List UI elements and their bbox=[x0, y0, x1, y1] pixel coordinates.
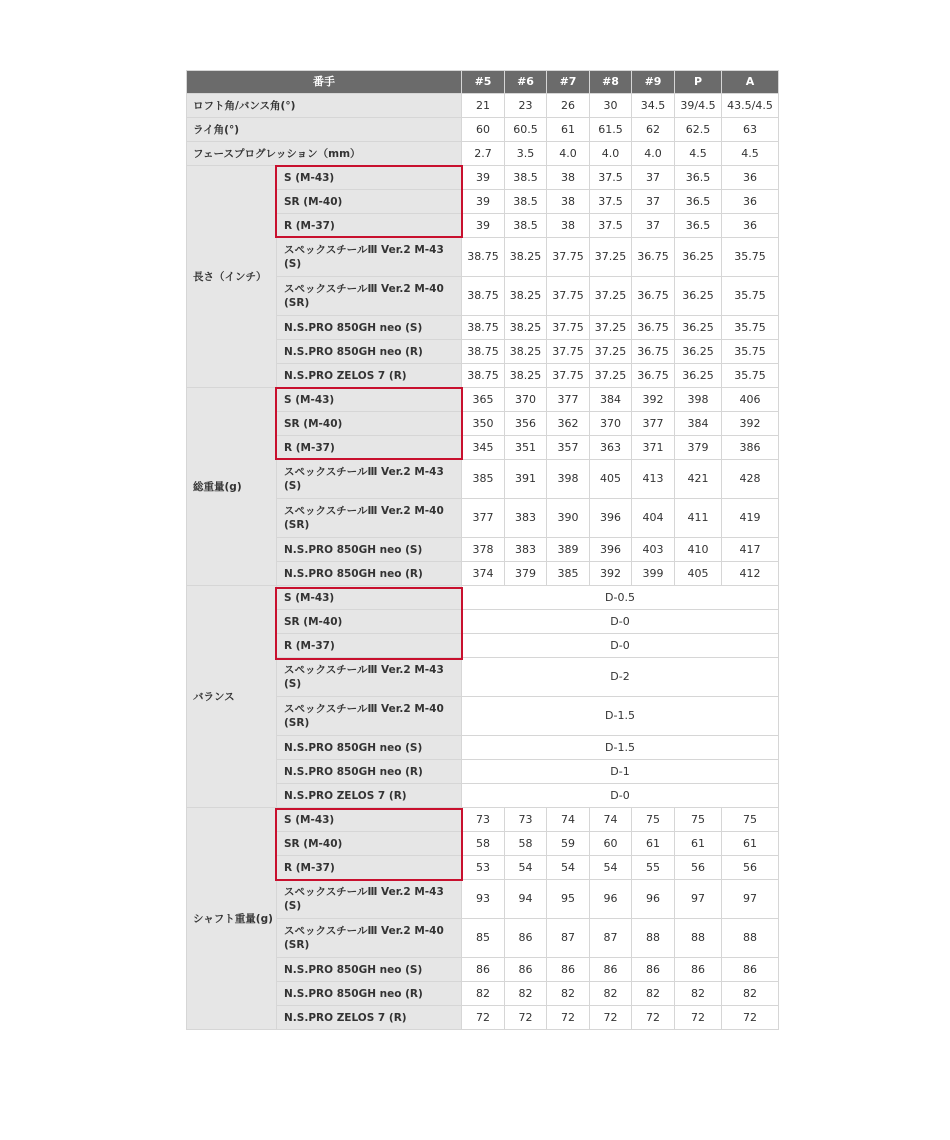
value-cell: 363 bbox=[590, 436, 632, 460]
value-cell: 403 bbox=[632, 538, 675, 562]
shaft-name: S (M-43) bbox=[277, 388, 462, 412]
value-cell: 58 bbox=[505, 832, 547, 856]
value-cell: 350 bbox=[462, 412, 505, 436]
value-cell: 405 bbox=[675, 562, 722, 586]
shaft-name: N.S.PRO ZELOS 7 (R) bbox=[277, 784, 462, 808]
value-cell: 30 bbox=[590, 94, 632, 118]
value-cell: 72 bbox=[505, 1006, 547, 1030]
shaft-name: スペックスチールⅢ Ver.2 M-43 (S) bbox=[277, 460, 462, 499]
value-cell: 370 bbox=[505, 388, 547, 412]
shaft-name: SR (M-40) bbox=[277, 190, 462, 214]
value-cell: 36.5 bbox=[675, 166, 722, 190]
value-cell: 38.75 bbox=[462, 238, 505, 277]
value-cell: 38.25 bbox=[505, 277, 547, 316]
value-cell: 85 bbox=[462, 919, 505, 958]
shaft-name: スペックスチールⅢ Ver.2 M-43 (S) bbox=[277, 238, 462, 277]
value-cell: 61.5 bbox=[590, 118, 632, 142]
shaft-name: N.S.PRO 850GH neo (S) bbox=[277, 736, 462, 760]
value-cell: 392 bbox=[632, 388, 675, 412]
value-cell: 36 bbox=[722, 166, 779, 190]
value-cell: 357 bbox=[547, 436, 590, 460]
value-cell: 421 bbox=[675, 460, 722, 499]
value-cell: 37.25 bbox=[590, 316, 632, 340]
value-cell: 37 bbox=[632, 190, 675, 214]
value-cell: 398 bbox=[547, 460, 590, 499]
value-cell: 72 bbox=[590, 1006, 632, 1030]
value-cell: 39 bbox=[462, 190, 505, 214]
value-cell: 36.75 bbox=[632, 238, 675, 277]
shaft-name: スペックスチールⅢ Ver.2 M-40 (SR) bbox=[277, 697, 462, 736]
value-cell: 88 bbox=[675, 919, 722, 958]
balance-value: D-2 bbox=[462, 658, 779, 697]
spec-row bbox=[187, 388, 779, 412]
group-label: バランス bbox=[187, 586, 277, 808]
value-cell: 37.5 bbox=[590, 190, 632, 214]
value-cell: 87 bbox=[590, 919, 632, 958]
header-col: #8 bbox=[590, 71, 632, 94]
value-cell: 60 bbox=[462, 118, 505, 142]
value-cell: 379 bbox=[675, 436, 722, 460]
value-cell: 35.75 bbox=[722, 238, 779, 277]
value-cell: 88 bbox=[632, 919, 675, 958]
value-cell: 82 bbox=[505, 982, 547, 1006]
value-cell: 417 bbox=[722, 538, 779, 562]
value-cell: 86 bbox=[675, 958, 722, 982]
value-cell: 82 bbox=[675, 982, 722, 1006]
value-cell: 371 bbox=[632, 436, 675, 460]
value-cell: 93 bbox=[462, 880, 505, 919]
value-cell: 405 bbox=[590, 460, 632, 499]
value-cell: 35.75 bbox=[722, 340, 779, 364]
value-cell: 72 bbox=[547, 1006, 590, 1030]
shaft-name: S (M-43) bbox=[277, 586, 462, 610]
value-cell: 365 bbox=[462, 388, 505, 412]
shaft-name: N.S.PRO ZELOS 7 (R) bbox=[277, 364, 462, 388]
value-cell: 54 bbox=[547, 856, 590, 880]
value-cell: 60 bbox=[590, 832, 632, 856]
value-cell: 38.75 bbox=[462, 364, 505, 388]
balance-value: D-1.5 bbox=[462, 736, 779, 760]
value-cell: 34.5 bbox=[632, 94, 675, 118]
value-cell: 36.25 bbox=[675, 238, 722, 277]
header-row bbox=[187, 71, 779, 94]
shaft-name: スペックスチールⅢ Ver.2 M-43 (S) bbox=[277, 658, 462, 697]
value-cell: 37.5 bbox=[590, 166, 632, 190]
value-cell: 356 bbox=[505, 412, 547, 436]
shaft-name: N.S.PRO 850GH neo (S) bbox=[277, 958, 462, 982]
shaft-name: R (M-37) bbox=[277, 634, 462, 658]
value-cell: 56 bbox=[722, 856, 779, 880]
value-cell: 37.75 bbox=[547, 364, 590, 388]
value-cell: 38 bbox=[547, 166, 590, 190]
spec-row bbox=[187, 94, 779, 118]
value-cell: 73 bbox=[505, 808, 547, 832]
value-cell: 39 bbox=[462, 214, 505, 238]
value-cell: 36.25 bbox=[675, 316, 722, 340]
value-cell: 345 bbox=[462, 436, 505, 460]
spec-row bbox=[187, 166, 779, 190]
value-cell: 36 bbox=[722, 214, 779, 238]
value-cell: 411 bbox=[675, 499, 722, 538]
shaft-name: S (M-43) bbox=[277, 166, 462, 190]
value-cell: 75 bbox=[632, 808, 675, 832]
value-cell: 72 bbox=[675, 1006, 722, 1030]
value-cell: 384 bbox=[590, 388, 632, 412]
row-label: ライ角(°) bbox=[187, 118, 462, 142]
value-cell: 37.25 bbox=[590, 340, 632, 364]
value-cell: 55 bbox=[632, 856, 675, 880]
value-cell: 36.5 bbox=[675, 214, 722, 238]
value-cell: 35.75 bbox=[722, 316, 779, 340]
value-cell: 53 bbox=[462, 856, 505, 880]
spec-row bbox=[187, 586, 779, 610]
value-cell: 391 bbox=[505, 460, 547, 499]
value-cell: 36.75 bbox=[632, 316, 675, 340]
value-cell: 419 bbox=[722, 499, 779, 538]
value-cell: 370 bbox=[590, 412, 632, 436]
value-cell: 36 bbox=[722, 190, 779, 214]
value-cell: 37.75 bbox=[547, 340, 590, 364]
value-cell: 35.75 bbox=[722, 277, 779, 316]
value-cell: 36.75 bbox=[632, 364, 675, 388]
spec-table-body bbox=[187, 94, 779, 1030]
value-cell: 37.25 bbox=[590, 364, 632, 388]
value-cell: 37.75 bbox=[547, 316, 590, 340]
value-cell: 86 bbox=[505, 958, 547, 982]
value-cell: 87 bbox=[547, 919, 590, 958]
value-cell: 37 bbox=[632, 214, 675, 238]
shaft-name: R (M-37) bbox=[277, 436, 462, 460]
value-cell: 82 bbox=[722, 982, 779, 1006]
value-cell: 4.5 bbox=[675, 142, 722, 166]
value-cell: 38.75 bbox=[462, 277, 505, 316]
value-cell: 96 bbox=[632, 880, 675, 919]
value-cell: 396 bbox=[590, 499, 632, 538]
group-label: 総重量(g) bbox=[187, 388, 277, 586]
value-cell: 62 bbox=[632, 118, 675, 142]
value-cell: 38 bbox=[547, 214, 590, 238]
value-cell: 2.7 bbox=[462, 142, 505, 166]
value-cell: 37.5 bbox=[590, 214, 632, 238]
value-cell: 36.25 bbox=[675, 340, 722, 364]
value-cell: 75 bbox=[675, 808, 722, 832]
shaft-name: R (M-37) bbox=[277, 856, 462, 880]
value-cell: 399 bbox=[632, 562, 675, 586]
value-cell: 4.0 bbox=[632, 142, 675, 166]
value-cell: 86 bbox=[462, 958, 505, 982]
value-cell: 38.5 bbox=[505, 166, 547, 190]
value-cell: 97 bbox=[722, 880, 779, 919]
header-col: #6 bbox=[505, 71, 547, 94]
spec-table bbox=[186, 70, 779, 1030]
value-cell: 383 bbox=[505, 538, 547, 562]
shaft-name: スペックスチールⅢ Ver.2 M-40 (SR) bbox=[277, 277, 462, 316]
value-cell: 377 bbox=[632, 412, 675, 436]
balance-value: D-1 bbox=[462, 760, 779, 784]
value-cell: 398 bbox=[675, 388, 722, 412]
value-cell: 82 bbox=[590, 982, 632, 1006]
header-col: #5 bbox=[462, 71, 505, 94]
value-cell: 3.5 bbox=[505, 142, 547, 166]
header-col: #7 bbox=[547, 71, 590, 94]
header-label: 番手 bbox=[187, 71, 462, 94]
shaft-name: N.S.PRO 850GH neo (R) bbox=[277, 760, 462, 784]
value-cell: 86 bbox=[505, 919, 547, 958]
value-cell: 379 bbox=[505, 562, 547, 586]
value-cell: 392 bbox=[722, 412, 779, 436]
value-cell: 428 bbox=[722, 460, 779, 499]
value-cell: 4.0 bbox=[547, 142, 590, 166]
value-cell: 97 bbox=[675, 880, 722, 919]
value-cell: 82 bbox=[547, 982, 590, 1006]
value-cell: 39 bbox=[462, 166, 505, 190]
value-cell: 385 bbox=[547, 562, 590, 586]
value-cell: 406 bbox=[722, 388, 779, 412]
shaft-name: SR (M-40) bbox=[277, 832, 462, 856]
value-cell: 384 bbox=[675, 412, 722, 436]
header-col: P bbox=[675, 71, 722, 94]
value-cell: 385 bbox=[462, 460, 505, 499]
value-cell: 38.75 bbox=[462, 340, 505, 364]
value-cell: 404 bbox=[632, 499, 675, 538]
value-cell: 63 bbox=[722, 118, 779, 142]
row-label: フェースプログレッション（mm） bbox=[187, 142, 462, 166]
value-cell: 61 bbox=[722, 832, 779, 856]
value-cell: 386 bbox=[722, 436, 779, 460]
value-cell: 36.75 bbox=[632, 340, 675, 364]
value-cell: 60.5 bbox=[505, 118, 547, 142]
header-col: #9 bbox=[632, 71, 675, 94]
value-cell: 38.25 bbox=[505, 364, 547, 388]
shaft-name: S (M-43) bbox=[277, 808, 462, 832]
balance-value: D-0 bbox=[462, 610, 779, 634]
value-cell: 95 bbox=[547, 880, 590, 919]
value-cell: 72 bbox=[462, 1006, 505, 1030]
value-cell: 38 bbox=[547, 190, 590, 214]
value-cell: 390 bbox=[547, 499, 590, 538]
shaft-name: N.S.PRO 850GH neo (R) bbox=[277, 562, 462, 586]
shaft-name: R (M-37) bbox=[277, 214, 462, 238]
value-cell: 62.5 bbox=[675, 118, 722, 142]
value-cell: 396 bbox=[590, 538, 632, 562]
shaft-name: N.S.PRO ZELOS 7 (R) bbox=[277, 1006, 462, 1030]
value-cell: 36.5 bbox=[675, 190, 722, 214]
value-cell: 86 bbox=[590, 958, 632, 982]
group-label: 長さ（インチ） bbox=[187, 166, 277, 388]
shaft-name: SR (M-40) bbox=[277, 412, 462, 436]
value-cell: 37.25 bbox=[590, 238, 632, 277]
value-cell: 38.25 bbox=[505, 340, 547, 364]
balance-value: D-1.5 bbox=[462, 697, 779, 736]
value-cell: 26 bbox=[547, 94, 590, 118]
value-cell: 392 bbox=[590, 562, 632, 586]
value-cell: 72 bbox=[722, 1006, 779, 1030]
value-cell: 88 bbox=[722, 919, 779, 958]
value-cell: 21 bbox=[462, 94, 505, 118]
value-cell: 4.5 bbox=[722, 142, 779, 166]
value-cell: 58 bbox=[462, 832, 505, 856]
value-cell: 56 bbox=[675, 856, 722, 880]
shaft-name: N.S.PRO 850GH neo (S) bbox=[277, 538, 462, 562]
spec-table-container bbox=[186, 70, 778, 1030]
value-cell: 37.75 bbox=[547, 238, 590, 277]
value-cell: 82 bbox=[462, 982, 505, 1006]
value-cell: 38.25 bbox=[505, 238, 547, 277]
row-label: ロフト角/バンス角(°) bbox=[187, 94, 462, 118]
value-cell: 383 bbox=[505, 499, 547, 538]
shaft-name: N.S.PRO 850GH neo (S) bbox=[277, 316, 462, 340]
value-cell: 75 bbox=[722, 808, 779, 832]
value-cell: 4.0 bbox=[590, 142, 632, 166]
value-cell: 37 bbox=[632, 166, 675, 190]
value-cell: 377 bbox=[547, 388, 590, 412]
value-cell: 86 bbox=[547, 958, 590, 982]
spec-row bbox=[187, 142, 779, 166]
header-col: A bbox=[722, 71, 779, 94]
value-cell: 96 bbox=[590, 880, 632, 919]
value-cell: 38.5 bbox=[505, 214, 547, 238]
shaft-name: N.S.PRO 850GH neo (R) bbox=[277, 340, 462, 364]
spec-row bbox=[187, 118, 779, 142]
value-cell: 54 bbox=[590, 856, 632, 880]
shaft-name: SR (M-40) bbox=[277, 610, 462, 634]
value-cell: 389 bbox=[547, 538, 590, 562]
value-cell: 410 bbox=[675, 538, 722, 562]
value-cell: 59 bbox=[547, 832, 590, 856]
value-cell: 82 bbox=[632, 982, 675, 1006]
shaft-name: スペックスチールⅢ Ver.2 M-40 (SR) bbox=[277, 499, 462, 538]
value-cell: 72 bbox=[632, 1006, 675, 1030]
spec-row bbox=[187, 808, 779, 832]
value-cell: 54 bbox=[505, 856, 547, 880]
shaft-name: N.S.PRO 850GH neo (R) bbox=[277, 982, 462, 1006]
value-cell: 73 bbox=[462, 808, 505, 832]
value-cell: 36.25 bbox=[675, 277, 722, 316]
value-cell: 378 bbox=[462, 538, 505, 562]
value-cell: 36.25 bbox=[675, 364, 722, 388]
value-cell: 351 bbox=[505, 436, 547, 460]
shaft-name: スペックスチールⅢ Ver.2 M-40 (SR) bbox=[277, 919, 462, 958]
value-cell: 38.5 bbox=[505, 190, 547, 214]
shaft-name: スペックスチールⅢ Ver.2 M-43 (S) bbox=[277, 880, 462, 919]
balance-value: D-0.5 bbox=[462, 586, 779, 610]
value-cell: 38.25 bbox=[505, 316, 547, 340]
value-cell: 61 bbox=[547, 118, 590, 142]
value-cell: 374 bbox=[462, 562, 505, 586]
value-cell: 61 bbox=[632, 832, 675, 856]
value-cell: 86 bbox=[632, 958, 675, 982]
value-cell: 37.75 bbox=[547, 277, 590, 316]
value-cell: 39/4.5 bbox=[675, 94, 722, 118]
value-cell: 61 bbox=[675, 832, 722, 856]
balance-value: D-0 bbox=[462, 634, 779, 658]
value-cell: 37.25 bbox=[590, 277, 632, 316]
value-cell: 377 bbox=[462, 499, 505, 538]
value-cell: 94 bbox=[505, 880, 547, 919]
value-cell: 74 bbox=[547, 808, 590, 832]
value-cell: 43.5/4.5 bbox=[722, 94, 779, 118]
value-cell: 362 bbox=[547, 412, 590, 436]
value-cell: 86 bbox=[722, 958, 779, 982]
group-label: シャフト重量(g) bbox=[187, 808, 277, 1030]
balance-value: D-0 bbox=[462, 784, 779, 808]
value-cell: 74 bbox=[590, 808, 632, 832]
value-cell: 38.75 bbox=[462, 316, 505, 340]
value-cell: 23 bbox=[505, 94, 547, 118]
value-cell: 36.75 bbox=[632, 277, 675, 316]
value-cell: 35.75 bbox=[722, 364, 779, 388]
value-cell: 412 bbox=[722, 562, 779, 586]
value-cell: 413 bbox=[632, 460, 675, 499]
